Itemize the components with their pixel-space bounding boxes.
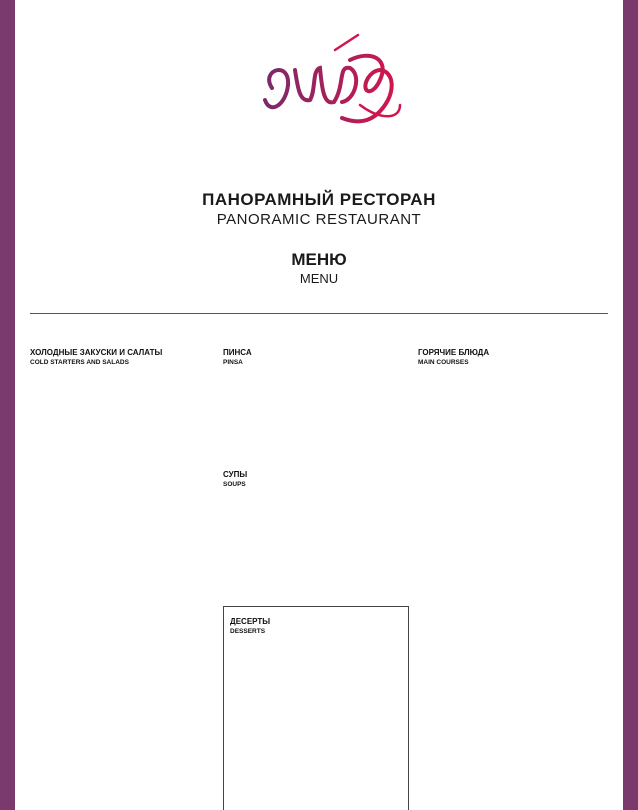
column-cold [30, 348, 208, 375]
section-subtitle: MAIN COURSES [418, 359, 469, 366]
section-title: ДЕСЕРТЫ [230, 617, 271, 626]
column-soups [223, 470, 403, 497]
title-ru: ПАНОРАМНЫЙ РЕСТОРАН [202, 190, 436, 209]
section-subtitle: SOUPS [223, 481, 246, 488]
desserts-box [223, 606, 409, 810]
divider [30, 313, 608, 314]
section-title: ХОЛОДНЫЕ ЗАКУСКИ И САЛАТЫ [30, 348, 163, 357]
column-hot [418, 348, 600, 375]
section-title: СУПЫ [223, 470, 248, 479]
section-title: ПИНСА [223, 348, 252, 357]
menu-heading-en: MENU [299, 271, 339, 286]
title-en: PANORAMIC RESTAURANT [216, 211, 422, 228]
igora-logo [250, 30, 410, 145]
section-subtitle: COLD STARTERS AND SALADS [30, 359, 129, 366]
section-title: ГОРЯЧИЕ БЛЮДА [418, 348, 490, 357]
menu-page [15, 0, 623, 810]
section-subtitle: DESSERTS [230, 628, 266, 635]
menu-heading-ru: МЕНЮ [291, 250, 347, 269]
section-subtitle: PINSA [223, 359, 243, 366]
column-pinsa [223, 348, 403, 375]
